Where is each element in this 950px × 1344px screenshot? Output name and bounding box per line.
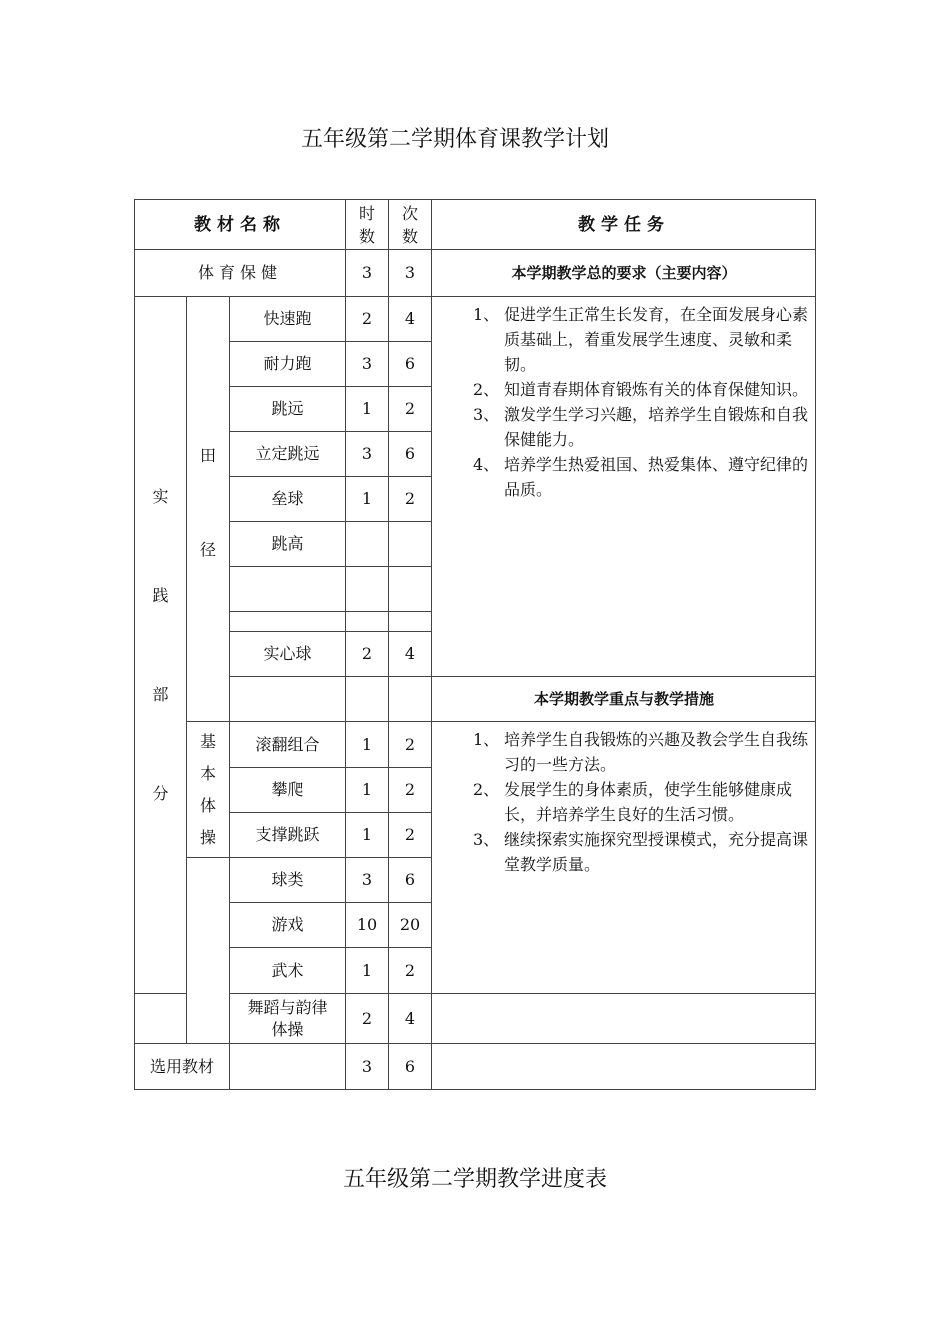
material-times: 2 (388, 386, 431, 431)
elective-tasks (431, 1043, 816, 1090)
material-times: 6 (388, 431, 431, 476)
header-material-name: 教材名称 (134, 199, 345, 249)
header-hours (345, 199, 388, 249)
schedule-title: 五年级第二学期教学进度表 (342, 1167, 607, 1192)
material-name: 攀爬 (229, 767, 345, 812)
focus-text: 培养学生自我锻炼的兴趣及教会学生自我练习的一些方法。 (504, 730, 809, 774)
header-times-char: 数 (401, 226, 418, 246)
material-name: 跳高 (229, 521, 345, 566)
material-name: 滚翻组合 (229, 721, 345, 767)
focus-text: 发展学生的身体素质，使学生能够健康成长，并培养学生良好的生活习惯。 (504, 780, 793, 824)
material-times: 4 (388, 296, 431, 341)
material-times: 2 (388, 721, 431, 767)
material-times (388, 521, 431, 566)
goal-item (473, 452, 808, 502)
header-times-char: 次 (401, 203, 418, 223)
goals-heading: 本学期教学总的要求（主要内容） (431, 249, 816, 296)
goal-number: 3、 (473, 405, 500, 424)
material-hours (345, 566, 388, 611)
gymnastics-char: 体 (199, 795, 216, 815)
goal-text: 促进学生正常生长发育，在全面发展身心素质基础上，着重发展学生速度、灵敏和柔韧。 (504, 305, 809, 374)
material-times: 4 (388, 631, 431, 676)
material-hours: 3 (345, 341, 388, 386)
material-times: 6 (388, 341, 431, 386)
material-name: 游戏 (229, 902, 345, 947)
material-hours (345, 521, 388, 566)
goal-item (473, 402, 808, 452)
material-times (388, 566, 431, 611)
material-hours (345, 611, 388, 631)
material-hours: 2 (345, 631, 388, 676)
material-name: 垒球 (229, 476, 345, 521)
material-times: 6 (388, 857, 431, 902)
material-hours: 1 (345, 767, 388, 812)
material-name: 快速跑 (229, 296, 345, 341)
goal-number: 1、 (473, 305, 500, 324)
material-name: 跳远 (229, 386, 345, 431)
elective-name (229, 1043, 345, 1090)
material-times: 2 (388, 812, 431, 857)
header-times (388, 199, 431, 249)
practice-section-char: 分 (152, 783, 169, 803)
material-name (229, 566, 345, 611)
material-name: 武术 (229, 947, 345, 993)
focus-number: 1、 (473, 730, 500, 749)
material-hours: 1 (345, 721, 388, 767)
health-label: 体育保健 (134, 249, 345, 296)
material-hours: 3 (345, 857, 388, 902)
material-times: 2 (388, 767, 431, 812)
health-times: 3 (388, 249, 431, 296)
athletics-char: 田 (199, 446, 216, 465)
material-name: 实心球 (229, 631, 345, 676)
focus-number: 3、 (473, 830, 500, 849)
material-times: 4 (388, 993, 431, 1043)
elective-hours: 3 (345, 1043, 388, 1090)
focus-list (473, 727, 808, 877)
gymnastics-char: 操 (199, 827, 216, 847)
focus-item (473, 827, 808, 877)
goal-number: 2、 (473, 380, 500, 399)
goal-item (473, 302, 808, 377)
material-hours: 2 (345, 993, 388, 1043)
header-tasks: 教学任务 (431, 199, 816, 249)
material-name: 支撑跳跃 (229, 812, 345, 857)
material-name: 立定跳远 (229, 431, 345, 476)
material-hours: 1 (345, 947, 388, 993)
tasks-empty-cell (431, 993, 816, 1043)
material-times (388, 676, 431, 721)
material-name: 球类 (229, 857, 345, 902)
athletics-label (186, 296, 229, 721)
material-times: 2 (388, 947, 431, 993)
elective-times: 6 (388, 1043, 431, 1090)
material-hours: 2 (345, 296, 388, 341)
gymnastics-char: 基 (199, 731, 216, 751)
material-times (388, 611, 431, 631)
practice-section-char: 部 (152, 684, 169, 704)
goal-item (473, 377, 808, 402)
page-title: 五年级第二学期体育课教学计划 (300, 127, 609, 152)
material-times: 2 (388, 476, 431, 521)
goal-list (473, 302, 808, 502)
focus-item (473, 777, 808, 827)
focus-item (473, 727, 808, 777)
elective-label: 选用教材 (134, 1043, 229, 1090)
material-hours: 1 (345, 476, 388, 521)
material-hours: 1 (345, 812, 388, 857)
material-hours (345, 676, 388, 721)
focus-number: 2、 (473, 780, 500, 799)
athletics-char: 径 (199, 540, 216, 559)
practice-section-label (134, 296, 186, 993)
material-hours: 10 (345, 902, 388, 947)
material-name (229, 676, 345, 721)
gymnastics-char: 本 (199, 763, 216, 783)
health-hours: 3 (345, 249, 388, 296)
practice-section-char: 践 (152, 585, 169, 605)
other-group-label (186, 857, 229, 1043)
practice-section-char: 实 (152, 486, 169, 506)
focus-heading: 本学期教学重点与教学措施 (431, 676, 816, 721)
goal-text: 激发学生学习兴趣，培养学生自锻炼和自我保健能力。 (504, 405, 809, 449)
material-hours: 1 (345, 386, 388, 431)
gymnastics-label (186, 721, 229, 857)
material-name: 耐力跑 (229, 341, 345, 386)
goal-text: 知道青春期体育锻炼有关的体育保健知识。 (504, 380, 809, 399)
material-name: 舞蹈与韵律体操 (229, 993, 345, 1043)
empty-section-cell (134, 993, 186, 1043)
material-name (229, 611, 345, 631)
header-hours-char: 时 (358, 203, 375, 223)
goal-text: 培养学生热爱祖国、热爱集体、遵守纪律的品质。 (504, 455, 809, 499)
header-hours-char: 数 (358, 226, 375, 246)
material-hours: 3 (345, 431, 388, 476)
goal-number: 4、 (473, 455, 500, 474)
focus-text: 继续探索实施探究型授课模式，充分提高课堂教学质量。 (504, 830, 809, 874)
material-times: 20 (388, 902, 431, 947)
